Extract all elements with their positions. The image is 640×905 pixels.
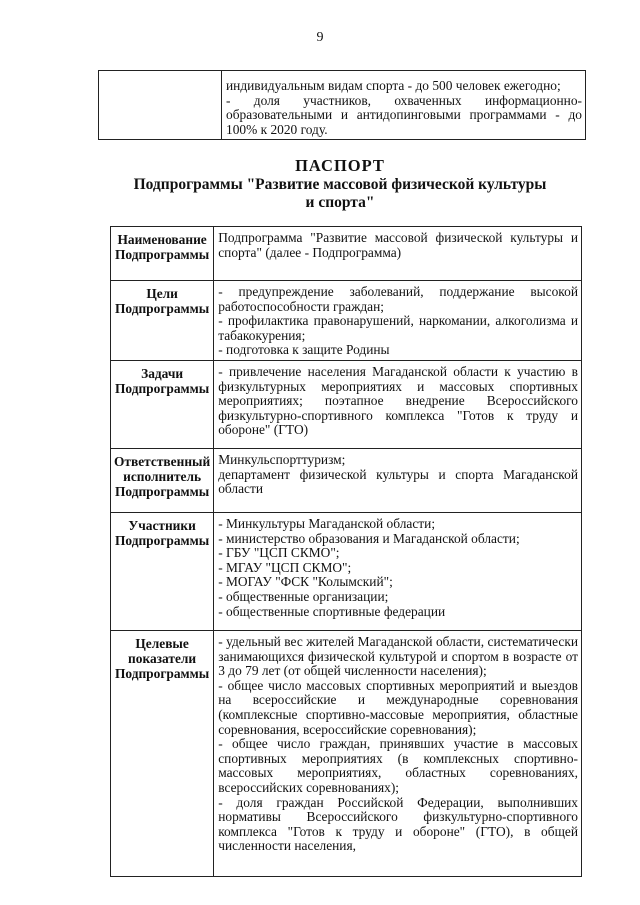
row-content — [214, 227, 582, 281]
continuation-line: - доля участников, охваченных информационно-образовательными и антидопинговыми программами - до 100% к 2020 году. — [226, 92, 582, 137]
content-line: - общее число граждан, принявших участие в массовых спортивных мероприятиях (в комплексных спортивно-массовых мероприятиях, областных соревнованиях, всероссийских соревнованиях); — [218, 736, 578, 795]
row-label: Целевые показатели Подпрограммы — [111, 630, 214, 876]
row-content — [214, 360, 582, 448]
content-line: - общественные спортивные федерации — [218, 603, 446, 619]
content-line: департамент физической культуры и спорта Магаданской области — [218, 466, 578, 497]
passport-row-indicators — [111, 630, 582, 876]
row-content — [214, 630, 582, 876]
content-line: - удельный вес жителей Магаданской области, систематически занимающихся физической культурой и спортом в возрасте от 3 до 79 лет (от общей численности населения); — [218, 633, 578, 679]
content-line: - доля граждан Российской Федерации, выполнивших нормативы Всероссийского физкультурно-спортивного комплекса "Готов к труду и обороне" (ГТО), в общей численности населения, — [218, 794, 578, 854]
content-line: - общее число массовых спортивных мероприятий и выездов на всероссийские и международные соревнования (комплексные спортивно-массовые мероприятия, областные соревнования, всероссийские соревнования); — [218, 677, 578, 737]
title-sub-line-1: Подпрограммы "Развитие массовой физической культуры — [133, 176, 547, 193]
passport-row-responsible — [111, 448, 582, 512]
continuation-empty-cell — [99, 71, 222, 140]
passport-row-tasks — [111, 360, 582, 448]
title-main: ПАСПОРТ — [295, 156, 385, 175]
passport-table — [110, 226, 582, 877]
row-label: Участники Подпрограммы — [111, 512, 214, 630]
row-label: Задачи Подпрограммы — [111, 360, 214, 448]
content-line: - МОГАУ "ФСК "Колымский"; — [218, 574, 393, 590]
content-line: - МГАУ "ЦСП СКМО"; — [218, 559, 352, 575]
continuation-row — [99, 71, 586, 140]
row-label: Наименование Подпрограммы — [111, 227, 214, 281]
row-content — [214, 512, 582, 630]
content-line: - подготовка к защите Родины — [218, 342, 390, 358]
row-content — [214, 281, 582, 361]
content-line: - ГБУ "ЦСП СКМО"; — [218, 545, 340, 561]
content-line: Минкульспорттуризм; — [218, 451, 346, 467]
passport-row-participants — [111, 512, 582, 630]
continuation-table — [98, 70, 586, 140]
row-label: Цели Подпрограммы — [111, 281, 214, 361]
continuation-line: индивидуальным видам спорта - до 500 человек ежегодно; — [226, 78, 561, 93]
content-line: - привлечение населения Магаданской области к участию в физкультурных мероприятиях и массовых спортивных мероприятиях; поэтапное внедрение Всероссийского физкультурно-спортивного комплекса "Готов к труду и обороне" (ГТО) — [218, 363, 578, 438]
row-label: Ответственный исполнитель Подпрограммы — [111, 448, 214, 512]
content-line: - предупреждение заболеваний, поддержание высокой работоспособности граждан; — [218, 284, 578, 314]
content-line: - министерство образования и Магаданской области; — [218, 530, 520, 546]
content-line: - профилактика правонарушений, наркомании, алкоголизма и табакокурения; — [218, 313, 578, 343]
row-content — [214, 448, 582, 512]
content-line: Подпрограмма "Развитие массовой физической культуры и спорта" (далее - Подпрограмма) — [218, 230, 578, 260]
continuation-text-cell — [222, 71, 586, 140]
passport-title — [90, 156, 590, 212]
title-sub-line-2: и спорта" — [305, 194, 375, 211]
content-line: - общественные организации; — [218, 588, 389, 604]
page-number: 9 — [316, 30, 324, 45]
passport-row-name — [111, 227, 582, 281]
content-line: - Минкультуры Магаданской области; — [218, 515, 436, 531]
passport-row-goals — [111, 281, 582, 361]
